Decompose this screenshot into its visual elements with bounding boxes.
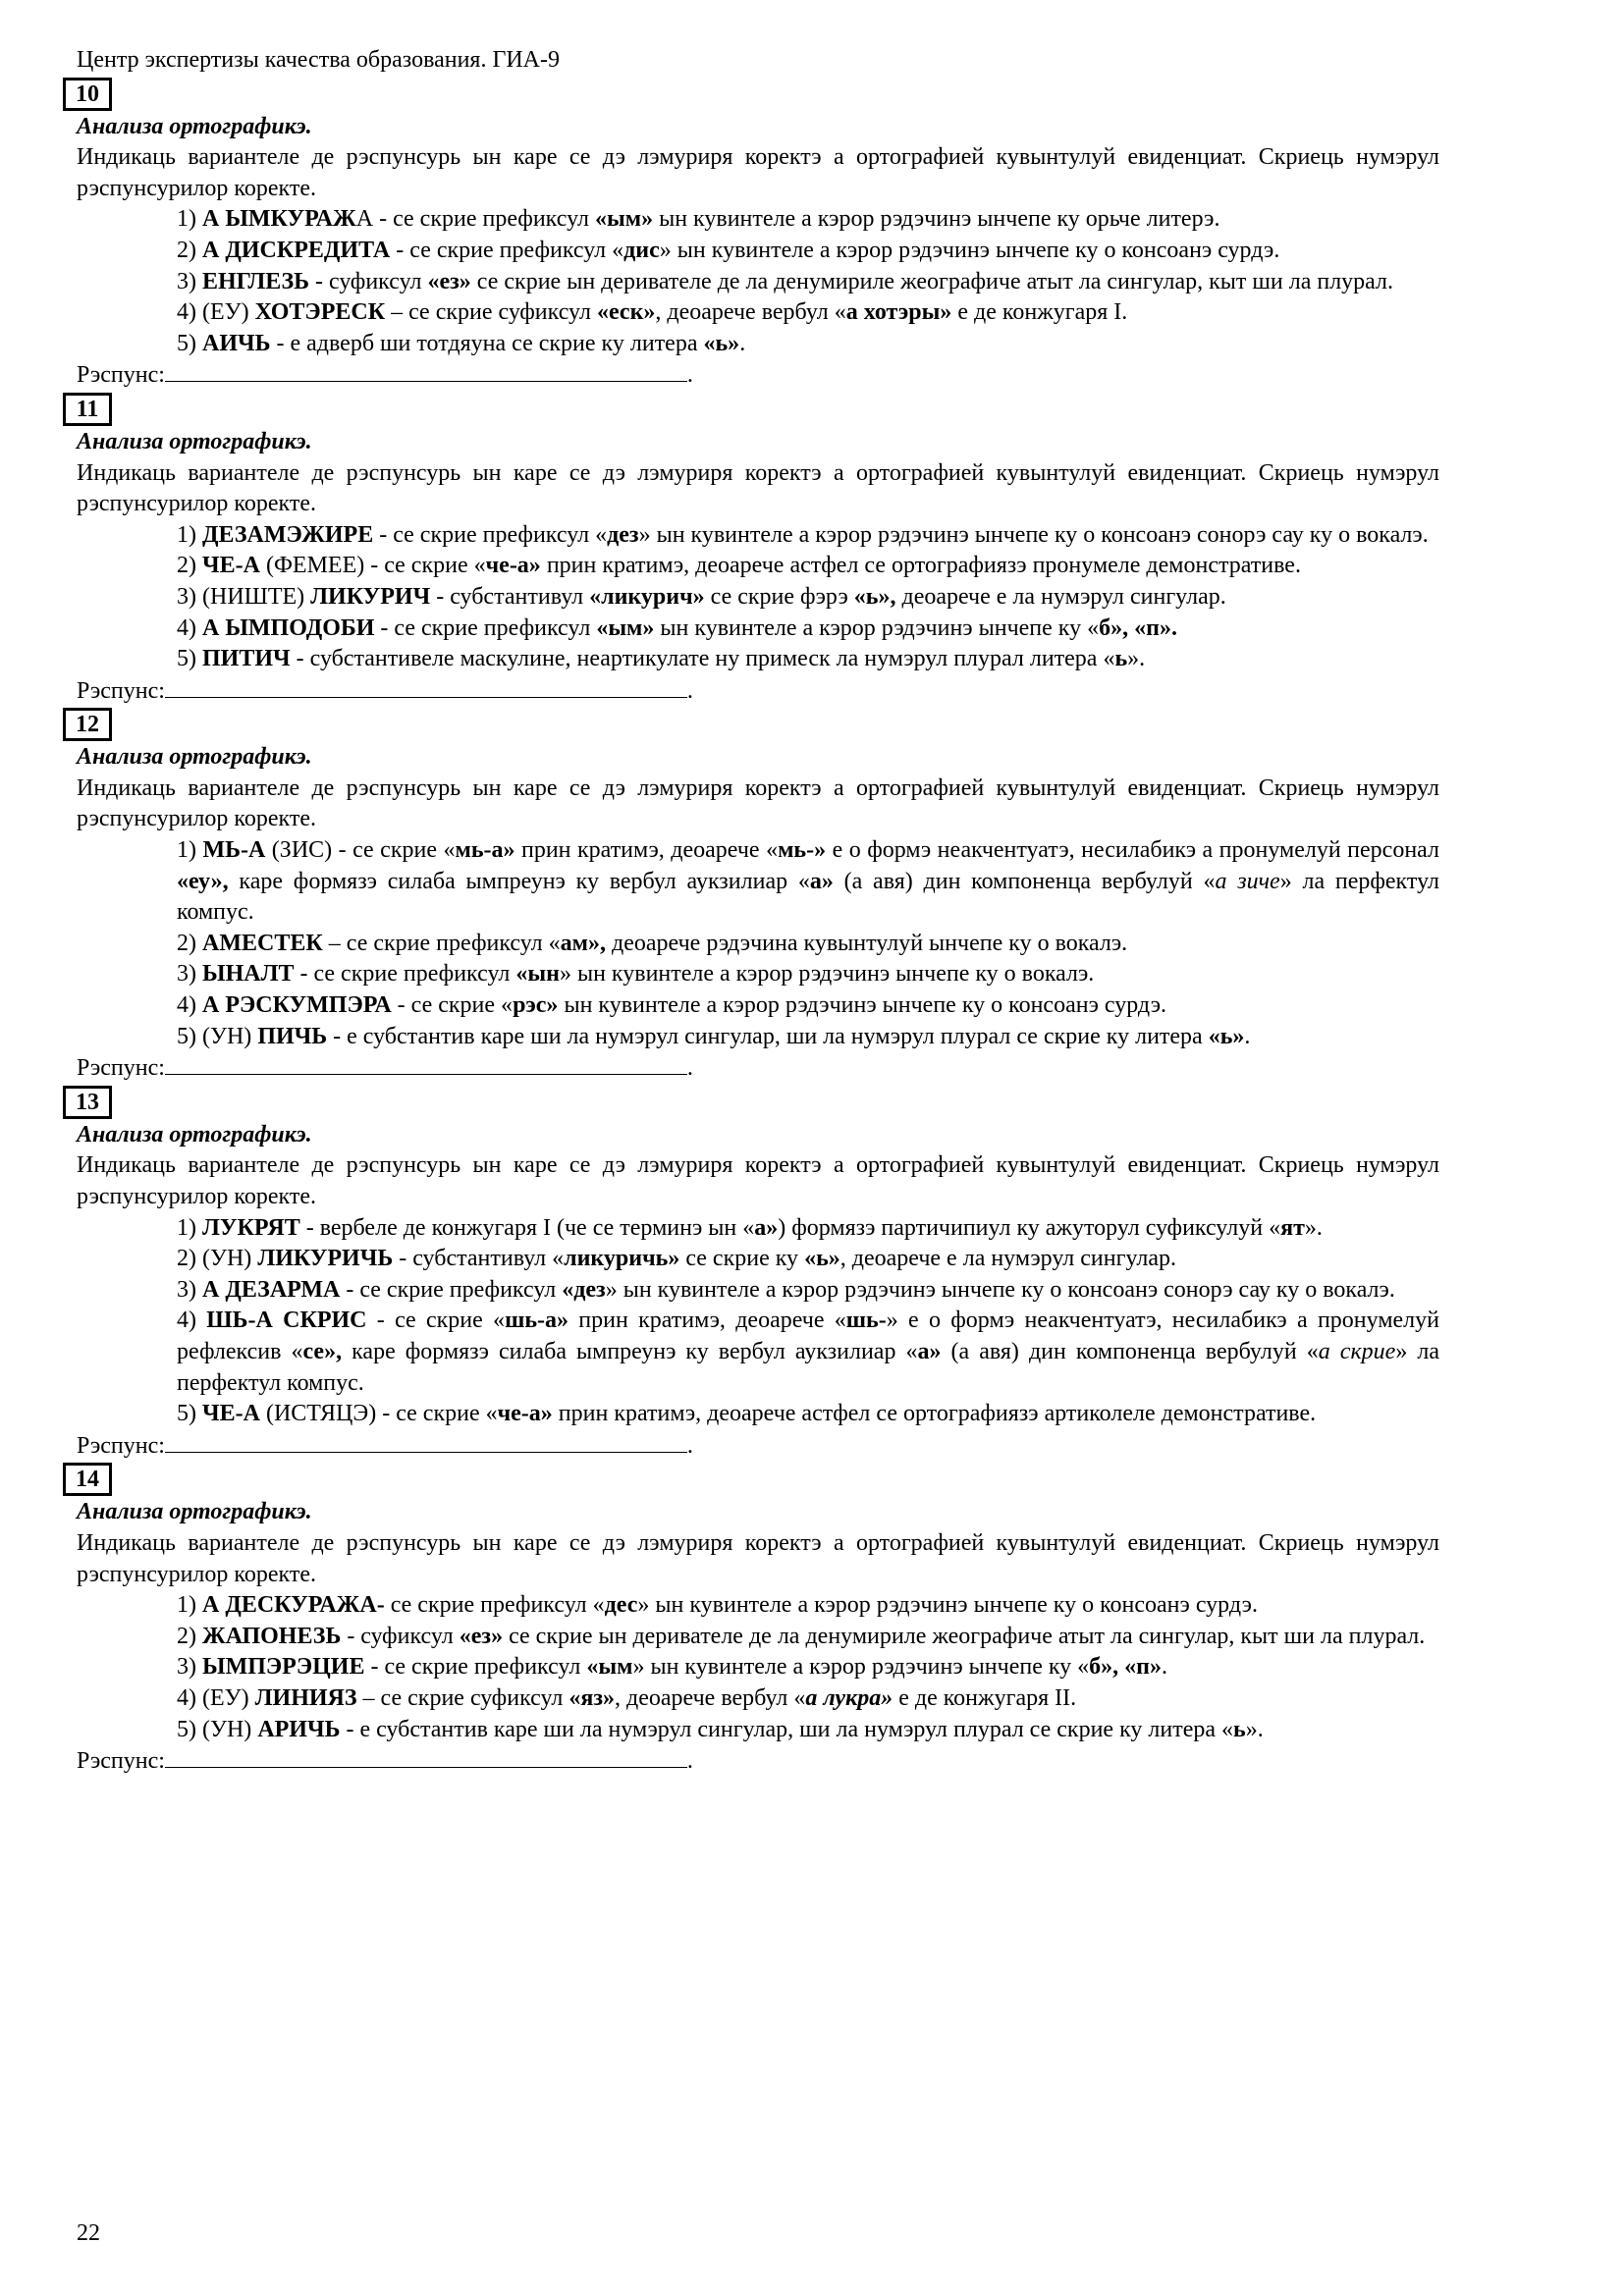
option-text-segment: - се скрие префиксул [340,1276,563,1303]
option-text-segment: » ла перфектул компус. [177,868,1439,926]
option-text-segment: (ЗИС) - се скрие « [265,837,456,864]
option-text-segment: се скрие ку [679,1246,805,1272]
option-text-segment: » ын кувинтеле а кэрор рэдэчинэ ынчепе ку о вокалэ. [559,961,1095,988]
option-text-segment: 2) (УН) [177,1246,258,1272]
option-text-segment: ХОТЭРЕСК [254,299,386,326]
option-item [177,929,1439,960]
option-text-segment: ЛИКУРИЧ [310,583,431,610]
option-item [177,1275,1439,1307]
task-instruction: Индикаць вариантеле де рэспунсурь ын каре се дэ лэмуриря коректэ а ортографией кувынтулуй евиденциат. Скриець нумэрул рэспунсурилор коректе. [77,774,1439,832]
option-text-segment: каре формязэ силаба ымпреунэ ку вербул аукзилиар « [342,1338,918,1364]
option-text-segment: ШЬ-А СКРИС [206,1308,367,1334]
option-text-segment: - вербеле де конжугаря I (че се терминэ ын « [299,1214,755,1241]
option-text-segment: » ын кувинтеле а кэрор рэдэчинэ ынчепе ку о консоанэ сурдэ. [659,237,1280,263]
answer-end: . [686,362,693,389]
option-text-segment: . [1244,1023,1251,1049]
page-number: 22 [77,2220,100,2246]
option-text-segment: ЫМПЭРЭЦИЕ [202,1654,365,1681]
option-text-segment: АРИЧЬ [257,1716,341,1742]
option-text-segment: 3) (НИШТЕ) [177,583,311,610]
answer-input-line[interactable] [165,1052,687,1075]
option-text-segment: дис [623,237,660,263]
option-text-segment: - е адверб ши тотдяуна се скрие ку литера [270,330,704,356]
option-text-segment: МЬ-А [202,837,266,864]
task-list [77,77,1439,1778]
option-text-segment: «ым [586,1654,633,1681]
task-instruction: Индикаць вариантеле де рэспунсурь ын каре се дэ лэмуриря коректэ а ортографией кувынтулуй евиденциат. Скриець нумэрул рэспунсурилор коректе. [77,1152,1439,1209]
task-instruction: Индикаць вариантеле де рэспунсурь ын каре се дэ лэмуриря коректэ а ортографией кувынтулуй евиденциат. Скриець нумэрул рэспунсурилор коректе. [77,144,1439,201]
option-text-segment: се скрие префиксул « [384,1592,605,1619]
option-text-segment: » ла перфектул компус. [177,1338,1439,1396]
option-text-segment: се», [302,1338,343,1364]
option-item [177,644,1439,675]
option-text-segment: «яз» [568,1684,616,1711]
answer-row [77,675,1439,708]
option-text-segment: ам», [560,930,607,956]
option-text-segment: - се скрие префиксул [374,614,597,641]
answer-input-line[interactable] [165,675,687,698]
option-text-segment: 2) [177,553,202,579]
option-text-segment: АМЕСТЕК [202,930,323,956]
option-text-segment: ЖАПОНЕЗЬ [202,1623,342,1649]
option-text-segment: 3) [177,1276,202,1303]
answer-row [77,1430,1439,1463]
task [77,1462,1439,1777]
document-page [77,45,1439,1778]
option-text-segment: . [739,330,746,356]
option-text-segment: е о формэ неакчентуатэ, несилабикэ а пронумелуй персонал [826,837,1440,864]
option-text-segment: А - се скрие префиксул [355,206,595,233]
option-text-segment: 4) (ЕУ) [177,299,255,326]
option-text-segment: ын кувинтеле а кэрор рэдэчинэ ынчепе ку о консоанэ сурдэ. [558,992,1167,1019]
option-text-segment: (а авя) дин компоненца вербулуй « [833,868,1216,894]
option-text-segment: ь [1114,646,1128,672]
answer-row [77,359,1439,392]
option-text-segment: б», «п» [1089,1654,1162,1681]
option-text-segment: рэс» [513,992,559,1019]
option-text-segment: ) формязэ партичипиул ку ажуторул суфиксулуй « [778,1214,1281,1241]
option-text-segment: 3) [177,1654,202,1681]
option-text-segment: «ын [515,961,560,988]
option-text-segment: . [1162,1654,1167,1681]
task-instruction: Индикаць вариантеле де рэспунсурь ын каре се дэ лэмуриря коректэ а ортографией кувынтулуй евиденциат. Скриець нумэрул рэспунсурилор коректе. [77,459,1439,517]
option-text-segment: «ез» [427,268,471,294]
option-text-segment: – се скрие префиксул « [322,930,561,956]
answer-label: Рэспунс: [77,1055,165,1082]
option-text-segment: че-а» [497,1401,553,1427]
answer-end: . [686,1055,693,1082]
option-text-segment: А ДЕЗАРМА [202,1276,341,1303]
answer-label: Рэспунс: [77,1748,165,1775]
option-text-segment: се скрие фэрэ [704,583,854,610]
option-text-segment: » ын кувинтеле а кэрор рэдэчинэ ынчепе ку о консоанэ сонорэ сау ку о вокалэ. [605,1276,1395,1303]
option-text-segment: прин кратимэ, деоарече « [514,837,779,864]
option-text-segment: 2) [177,1623,202,1649]
option-text-segment: - се скрие префиксул [294,961,516,988]
option-text-segment: – се скрие суфиксул [356,1684,569,1711]
answer-input-line[interactable] [165,1745,687,1768]
page-header: Центр экспертизы качества образования. ГИА-9 [77,47,560,73]
option-text-segment: (а авя) дин компоненца вербулуй « [941,1338,1319,1364]
option-text-segment: ЕНГЛЕЗЬ [202,268,310,294]
task-title: Анализа ортографикэ. [77,744,312,771]
option-text-segment: «ым» [594,206,654,233]
option-item [177,1213,1439,1245]
option-text-segment: «еу», [177,868,229,894]
option-text-segment: «ь» [703,330,740,356]
option-text-segment: б», «п». [1099,614,1177,641]
option-text-segment: ». [1245,1716,1264,1742]
option-text-segment: а хотэры» [845,299,952,326]
answer-label: Рэспунс: [77,1432,165,1459]
option-text-segment: 1) [177,837,203,864]
answer-row [77,1052,1439,1085]
answer-row [77,1745,1439,1778]
option-text-segment: прин кратимэ, деоарече астфел се ортографиязэ пронумеле демонстративе. [540,553,1301,579]
option-text-segment: каре формязэ силаба ымпреунэ ку вербул аукзилиар « [228,868,810,894]
option-text-segment: - е субстантив каре ши ла нумэрул сингулар, ши ла нумэрул плурал се скрие ку литера « [340,1716,1234,1742]
option-item [177,835,1439,929]
option-text-segment: - субстантивеле маскулине, неартикулате ну примеск ла нумэрул плурал литера « [290,646,1115,672]
option-text-segment: - се скрие префиксул « [390,237,624,263]
option-text-segment: а зиче [1215,868,1280,894]
task [77,707,1439,1085]
option-item [177,1590,1439,1622]
option-text-segment: а лукра» [805,1684,893,1711]
option-text-segment: ь [1233,1716,1246,1742]
task-title: Анализа ортографикэ. [77,428,312,454]
option-item [177,1244,1439,1275]
option-item [177,551,1439,582]
option-text-segment: мь-» [778,837,827,864]
option-text-segment: «ым» [596,614,655,641]
option-text-segment: 2) [177,930,202,956]
task [77,1085,1439,1463]
option-text-segment [805,1685,893,1711]
option-list [77,204,1439,359]
task-title: Анализа ортографикэ. [77,113,312,139]
option-text-segment: , деоарече е ла нумэрул сингулар. [839,1246,1177,1272]
option-text-segment: се скрие ын деривателе де ла денумириле жеографиче атыт ла сингулар, кыт ши ла плурал. [503,1623,1426,1649]
option-text-segment: - се скрие префиксул « [373,521,608,548]
option-text-segment: 5) (УН) [177,1023,258,1049]
option-text-segment: А ДИСКРЕДИТА [202,237,391,263]
task-number-box: 14 [63,1463,112,1496]
answer-end: . [686,1432,693,1459]
answer-input-line[interactable] [165,1430,687,1453]
option-text-segment: дес [604,1592,638,1619]
option-item [177,990,1439,1022]
option-list [77,1213,1439,1430]
option-text-segment: - е субстантив каре ши ла нумэрул сингулар, ши ла нумэрул плурал се скрие ку литера [327,1023,1209,1049]
option-text-segment: 4) [177,992,202,1019]
option-item [177,1622,1439,1653]
option-text-segment: ЧЕ-А [202,553,260,579]
option-text-segment: шь-а» [505,1308,569,1334]
option-text-segment: ЧЕ-А [202,1401,260,1427]
option-text-segment: «ликурич» [589,583,705,610]
option-text-segment: , деоарече вербул « [655,299,846,326]
option-text-segment: ЛИНИЯЗ [254,1684,357,1711]
option-text-segment: А ДЕСКУРАЖА- [202,1592,385,1619]
option-text-segment: ЛУКРЯТ [202,1214,300,1241]
option-item [177,204,1439,236]
option-item [177,614,1439,645]
option-text-segment: ПИТИЧ [202,646,291,672]
option-item [177,1683,1439,1715]
option-text-segment: 5) [177,1401,202,1427]
option-text-segment: се скрие ын деривателе де ла денумириле жеографиче атыт ла сингулар, кыт ши ла плурал. [470,268,1394,294]
option-text-segment: «дез [562,1276,606,1303]
option-text-segment: ын кувинтеле а кэрор рэдэчинэ ынчепе ку « [654,614,1100,641]
option-item [177,236,1439,267]
option-text-segment: прин кратимэ, деоарече астфел се ортографиязэ артиколеле демонстративе. [552,1401,1317,1427]
option-text-segment: а» [917,1338,942,1364]
answer-end: . [686,1748,693,1775]
answer-label: Рэспунс: [77,362,165,389]
option-text-segment: ын кувинтеле а кэрор рэдэчинэ ынчепе ку орьче литерэ. [653,206,1220,233]
option-text-segment: А ЫМПОДОБИ [202,614,375,641]
option-item [177,582,1439,614]
option-text-segment: ». [1127,646,1146,672]
option-text-segment: прин кратимэ, деоарече « [568,1308,846,1334]
option-text-segment: а скрие [1318,1338,1396,1364]
option-text-segment: 5) (УН) [177,1716,258,1742]
option-text-segment: 1) [177,1214,202,1241]
option-text-segment: 2) [177,237,202,263]
option-list [77,1590,1439,1745]
task-title: Анализа ортографикэ. [77,1121,312,1148]
task [77,77,1439,392]
option-text-segment: - се скрие « [366,1308,506,1334]
option-text-segment: е де конжугаря I. [951,299,1128,326]
option-text-segment: » ын кувинтеле а кэрор рэдэчинэ ынчепе ку о консоанэ сурдэ. [637,1592,1258,1619]
option-text-segment: 5) [177,330,202,356]
option-item [177,1652,1439,1683]
option-text-segment: - субстантивул [430,583,590,610]
task-number-box: 11 [63,393,112,426]
option-list [77,520,1439,675]
option-item [177,520,1439,552]
option-text-segment: АИЧЬ [202,330,271,356]
option-text-segment: а» [754,1214,779,1241]
task-number-box: 13 [63,1086,112,1119]
option-text-segment: ПИЧЬ [257,1023,328,1049]
option-text-segment: - се скрие префиксул [364,1654,587,1681]
answer-input-line[interactable] [165,359,687,382]
option-text-segment: а» [809,868,834,894]
option-text-segment: е де конжугаря II. [893,1684,1077,1711]
option-text-segment: – се скрие суфиксул [385,299,597,326]
option-text-segment: - суфиксул [309,268,428,294]
option-text-segment: - субстантивул « [393,1246,565,1272]
option-text-segment: 5) [177,646,202,672]
option-text-segment: «ез» [459,1623,504,1649]
option-item [177,959,1439,990]
option-text-segment: ДЕЗАМЭЖИРЕ [202,521,374,548]
option-text-segment: ЫНАЛТ [202,961,295,988]
option-text-segment: 1) [177,521,202,548]
option-text-segment: мь-а» [455,837,515,864]
option-text-segment: 4) [177,1308,207,1334]
task [77,392,1439,707]
option-item [177,1022,1439,1053]
option-item [177,1715,1439,1746]
option-text-segment: А ЫМКУРАЖ [202,206,356,233]
option-text-segment: - суфиксул [341,1623,460,1649]
option-text-segment: 4) (ЕУ) [177,1684,255,1711]
answer-label: Рэспунс: [77,677,165,704]
option-text-segment: деоарече рэдэчина кувынтулуй ынчепе ку о вокалэ. [606,930,1128,956]
option-text-segment: » е о формэ неакчентуатэ, несилабикэ а пронумелуй рефлексив « [177,1308,1439,1364]
option-text-segment: «ь», [853,583,896,610]
option-text-segment: «ь» [804,1246,840,1272]
option-text-segment: 4) [177,614,202,641]
option-item [177,297,1439,329]
option-item [177,1399,1439,1430]
option-text-segment: (ФЕМЕЕ) - се скрие « [259,553,486,579]
option-text-segment: ят [1280,1214,1305,1241]
option-text-segment: ». [1304,1214,1323,1241]
option-text-segment: » ын кувинтеле а кэрор рэдэчинэ ынчепе ку « [632,1654,1090,1681]
option-text-segment: ЛИКУРИЧЬ [257,1246,394,1272]
option-text-segment: «еск» [596,299,656,326]
option-text-segment: «ь» [1208,1023,1245,1049]
option-text-segment: 1) [177,206,202,233]
option-text-segment: 3) [177,961,202,988]
task-number-box: 10 [63,78,112,111]
option-text-segment: че-а» [485,553,541,579]
task-number-box: 12 [63,708,112,741]
option-text-segment: А РЭСКУМПЭРА [202,992,392,1019]
option-text-segment: ликуричь» [564,1246,680,1272]
option-text-segment: шь- [845,1308,887,1334]
task-title: Анализа ортографикэ. [77,1499,312,1525]
answer-end: . [686,677,693,704]
option-text-segment: , деоарече вербул « [615,1684,806,1711]
option-text-segment: дез [607,521,639,548]
option-text-segment: » ын кувинтеле а кэрор рэдэчинэ ынчепе ку о консоанэ сонорэ сау ку о вокалэ. [638,521,1429,548]
option-item [177,1306,1439,1399]
option-text-segment: 1) [177,1592,202,1619]
task-instruction: Индикаць вариантеле де рэспунсурь ын каре се дэ лэмуриря коректэ а ортографией кувынтулуй евиденциат. Скриець нумэрул рэспунсурилор коректе. [77,1529,1439,1587]
option-text-segment: 3) [177,268,202,294]
option-item [177,329,1439,360]
option-item [177,267,1439,298]
option-text-segment: - се скрие « [391,992,514,1019]
option-list [77,835,1439,1052]
option-text-segment: (ИСТЯЦЭ) - се скрие « [259,1401,498,1427]
option-text-segment: деоарече е ла нумэрул сингулар. [895,583,1226,610]
